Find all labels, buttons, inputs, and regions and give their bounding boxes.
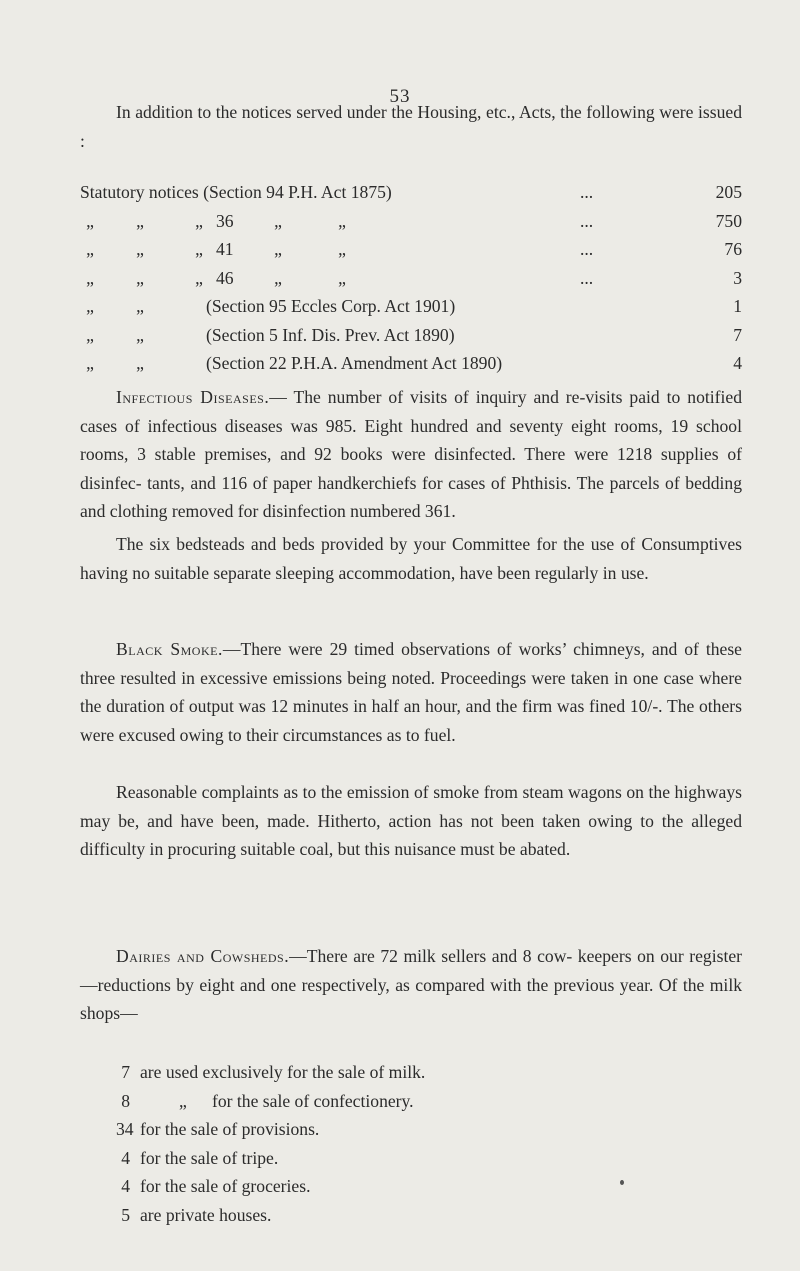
paragraph-body: —There are 72 milk sellers and 8 cow- keepers on our register—reductions by eight and one respectively, as compared with the previous year. Of the milk shops—: [80, 946, 743, 1023]
paragraph-body: Reasonable complaints as to the emission of smoke from steam wagons on the highways may be, and have been, made. Hitherto, action has not been taken owing to the alleged difficulty in procuring suitable coal, but this nuisance must be abated.: [80, 782, 742, 859]
ditto-mark: „: [86, 324, 94, 345]
ditto-mark: „: [136, 353, 144, 373]
list-item-number: 8: [121, 1090, 130, 1111]
ditto-mark: „: [86, 353, 94, 373]
notices-table: [80, 178, 742, 378]
page-number: 53: [389, 86, 411, 107]
notice-row: [80, 321, 742, 350]
milk-shops-list: [116, 1058, 676, 1229]
notice-count: 205: [715, 182, 742, 202]
ditto-mark: „: [274, 239, 282, 259]
list-item-number: 4: [121, 1176, 130, 1196]
list-item-text: for the sale of provisions.: [140, 1119, 320, 1139]
notice-count: 7: [733, 324, 742, 345]
ditto-mark: „: [338, 239, 346, 259]
notice-section: 41: [216, 239, 234, 259]
ditto-mark: „: [195, 239, 203, 259]
notice-count: 76: [724, 239, 742, 259]
notice-count: 4: [733, 353, 742, 373]
list-item-number: 4: [121, 1147, 130, 1168]
ditto-mark: „: [136, 267, 144, 288]
leader-dots: ...: [580, 210, 594, 231]
bedsteads-paragraph: [80, 530, 742, 587]
ditto-mark: „: [136, 324, 144, 345]
steam-wagons-paragraph: [80, 778, 742, 864]
list-item: [116, 1115, 676, 1144]
list-item: [116, 1058, 676, 1087]
ditto-mark: „: [86, 296, 94, 316]
notice-section: 36: [216, 210, 234, 231]
notice-row: [80, 178, 742, 207]
notice-row: [80, 207, 742, 236]
notice-description: (Section 22 P.H.A. Amendment Act 1890): [206, 353, 503, 373]
ditto-mark: „: [136, 296, 144, 316]
list-item-text: for the sale of confectionery.: [212, 1090, 414, 1111]
paragraph-body: The six bedsteads and beds provided by your Committee for the use of Consumptives having no suitable separate sleeping accommodation, have been regularly in use.: [80, 534, 742, 583]
intro-paragraph: [80, 98, 742, 155]
ditto-mark: „: [338, 210, 346, 231]
ditto-mark: „: [136, 210, 144, 231]
notice-row: [80, 292, 742, 321]
ditto-mark: „: [274, 267, 282, 288]
notice-section: 46: [216, 267, 234, 288]
list-item-number: 5: [121, 1204, 130, 1225]
list-item: [116, 1144, 676, 1173]
ditto-mark: „: [86, 210, 94, 231]
paragraph-body: —There were 29 timed observations of works’ chimneys, and of these three resulted in excessive emissions being noted. Proceedings were taken in one case where the duration of output was 12 minutes in half an hour, and the firm was fined 10/-. The others were excused owing to their circumstances as to fuel.: [80, 639, 742, 745]
notice-row: [80, 349, 742, 378]
black-smoke-paragraph: [80, 635, 742, 749]
leader-dots: ...: [580, 239, 594, 259]
ditto-mark: „: [86, 239, 94, 259]
ditto-mark: „: [338, 267, 346, 288]
intro-text: In addition to the notices served under the Housing, etc., Acts, the following were issued :: [80, 102, 742, 151]
notice-count: 3: [733, 267, 742, 288]
section-heading: Black Smoke.: [116, 639, 223, 659]
list-item-text: are private houses.: [140, 1204, 272, 1225]
list-item-number: 7: [121, 1062, 130, 1082]
notice-lead: Statutory notices (Section 94 P.H. Act 1875): [80, 182, 392, 202]
ditto-mark: „: [195, 267, 203, 288]
list-item: [116, 1087, 676, 1116]
ditto-mark: „: [195, 210, 203, 231]
infectious-diseases-paragraph: [80, 383, 742, 526]
notice-description: (Section 5 Inf. Dis. Prev. Act 1890): [206, 324, 455, 345]
list-item-text: for the sale of tripe.: [140, 1147, 279, 1168]
section-heading: Dairies and Cowsheds.: [116, 946, 290, 966]
dairies-paragraph: [80, 942, 742, 1028]
ditto-mark: „: [274, 210, 282, 231]
list-item-text: for the sale of groceries.: [140, 1176, 311, 1196]
list-item-number: 34: [116, 1119, 134, 1139]
ditto-mark: „: [86, 267, 94, 288]
leader-dots: ...: [580, 182, 594, 202]
list-item: [116, 1172, 676, 1201]
section-heading: Infectious Diseases.: [116, 387, 270, 407]
ditto-mark: „: [136, 239, 144, 259]
notice-row: [80, 235, 742, 264]
print-speck: [620, 1180, 624, 1185]
notice-count: 1: [733, 296, 742, 316]
ditto-mark: „: [179, 1090, 187, 1111]
list-item-text: are used exclusively for the sale of milk.: [140, 1062, 426, 1082]
list-item: [116, 1201, 676, 1230]
notice-description: (Section 95 Eccles Corp. Act 1901): [206, 296, 456, 316]
paragraph-body: — The number of visits of inquiry and re-visits paid to notified cases of infectious diseases was 985. Eight hundred and seventy eight rooms, 19 school rooms, 3 stable premises, and 92 books were disinfected. There were 1218 supplies of disinfec- tants, and 116 of paper handkerchiefs for cases of Phthisis. The parcels of bedding and clothing removed for disinfection numbered 361.: [80, 387, 742, 521]
notice-count: 750: [715, 210, 742, 231]
leader-dots: ...: [580, 267, 594, 288]
notice-row: [80, 264, 742, 293]
